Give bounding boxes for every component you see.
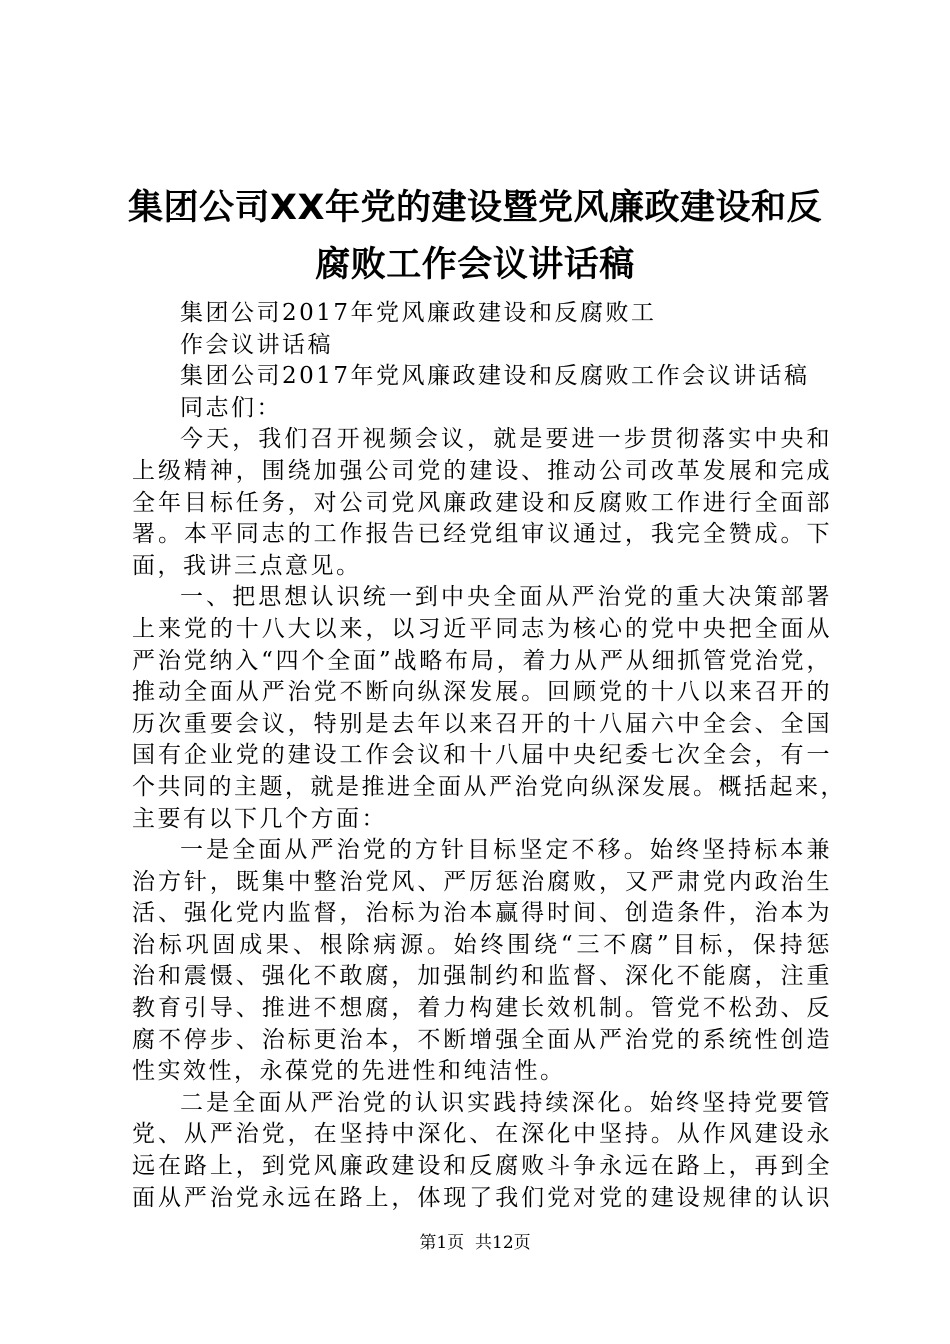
document-title-line-1: 集团公司XX年党的建设暨党风廉政建设和反	[128, 188, 822, 228]
paragraph-line: 历次重要会议，特别是去年以来召开的十八届六中全会、全国	[132, 710, 832, 737]
paragraph-line: 署。本平同志的工作报告已经党组审议通过，我完全赞成。下	[132, 521, 832, 548]
document-title-line-2: 腐败工作会议讲话稿	[315, 245, 635, 285]
paragraph-line: 一、把思想认识统一到中央全面从严治党的重大决策部署	[180, 584, 832, 611]
paragraph-line: 推动全面从严治党不断向纵深发展。回顾党的十八以来召开的	[132, 679, 832, 706]
subtitle-line-2: 作会议讲话稿	[180, 331, 333, 358]
paragraph-line: 活、强化党内监督，治标为治本赢得时间、创造条件，治本为	[132, 900, 832, 927]
paragraph-line: 全年目标任务，对公司党风廉政建设和反腐败工作进行全面部	[132, 489, 832, 516]
paragraph-line: 一是全面从严治党的方针目标坚定不移。始终坚持标本兼	[180, 837, 832, 864]
paragraph-line: 面从严治党永远在路上，体现了我们党对党的建设规律的认识	[132, 1184, 832, 1211]
paragraph-line: 教育引导、推进不想腐，着力构建长效机制。管党不松劲、反	[132, 995, 832, 1022]
paragraph-line: 治方针，既集中整治党风、严厉惩治腐败，又严肃党内政治生	[132, 868, 832, 895]
paragraph-line: 面，我讲三点意见。	[132, 552, 362, 579]
paragraph-line: 二是全面从严治党的认识实践持续深化。始终坚持党要管	[180, 1089, 832, 1116]
page-number: 第1页	[419, 1233, 465, 1253]
paragraph-line: 严治党纳入“四个全面”战略布局，着力从严从细抓管党治党，	[132, 647, 832, 674]
paragraph-line: 治和震慑、强化不敢腐，加强制约和监督、深化不能腐，注重	[132, 963, 832, 990]
paragraph-line: 主要有以下几个方面：	[132, 805, 387, 832]
paragraph-line: 党、从严治党，在坚持中深化、在深化中坚持。从作风建设永	[132, 1121, 832, 1148]
page-total: 共12页	[475, 1233, 531, 1253]
paragraph-line: 今天，我们召开视频会议，就是要进一步贯彻落实中央和	[180, 426, 832, 453]
document-body	[132, 298, 846, 1214]
salutation: 同志们：	[180, 394, 282, 421]
page-footer	[0, 1231, 950, 1255]
paragraph-line: 国有企业党的建设工作会议和十八届中央纪委七次全会，有一	[132, 742, 832, 769]
subtitle-line-1: 集团公司2017年党风廉政建设和反腐败工	[180, 300, 657, 326]
heading-full: 集团公司2017年党风廉政建设和反腐败工作会议讲话稿	[180, 363, 810, 390]
paragraph-line: 腐不停步、治标更治本，不断增强全面从严治党的系统性创造	[132, 1026, 832, 1053]
paragraph-line: 治标巩固成果、根除病源。始终围绕“三不腐”目标，保持惩	[132, 931, 832, 958]
paragraph-line: 上级精神，围绕加强公司党的建设、推动公司改革发展和完成	[132, 457, 832, 484]
paragraph-line: 远在路上，到党风廉政建设和反腐败斗争永远在路上，再到全	[132, 1153, 832, 1180]
paragraph-line: 个共同的主题，就是推进全面从严治党向纵深发展。概括起来，	[132, 773, 846, 800]
paragraph-line: 性实效性，永葆党的先进性和纯洁性。	[132, 1058, 566, 1085]
paragraph-line: 上来党的十八大以来，以习近平同志为核心的党中央把全面从	[132, 615, 832, 642]
